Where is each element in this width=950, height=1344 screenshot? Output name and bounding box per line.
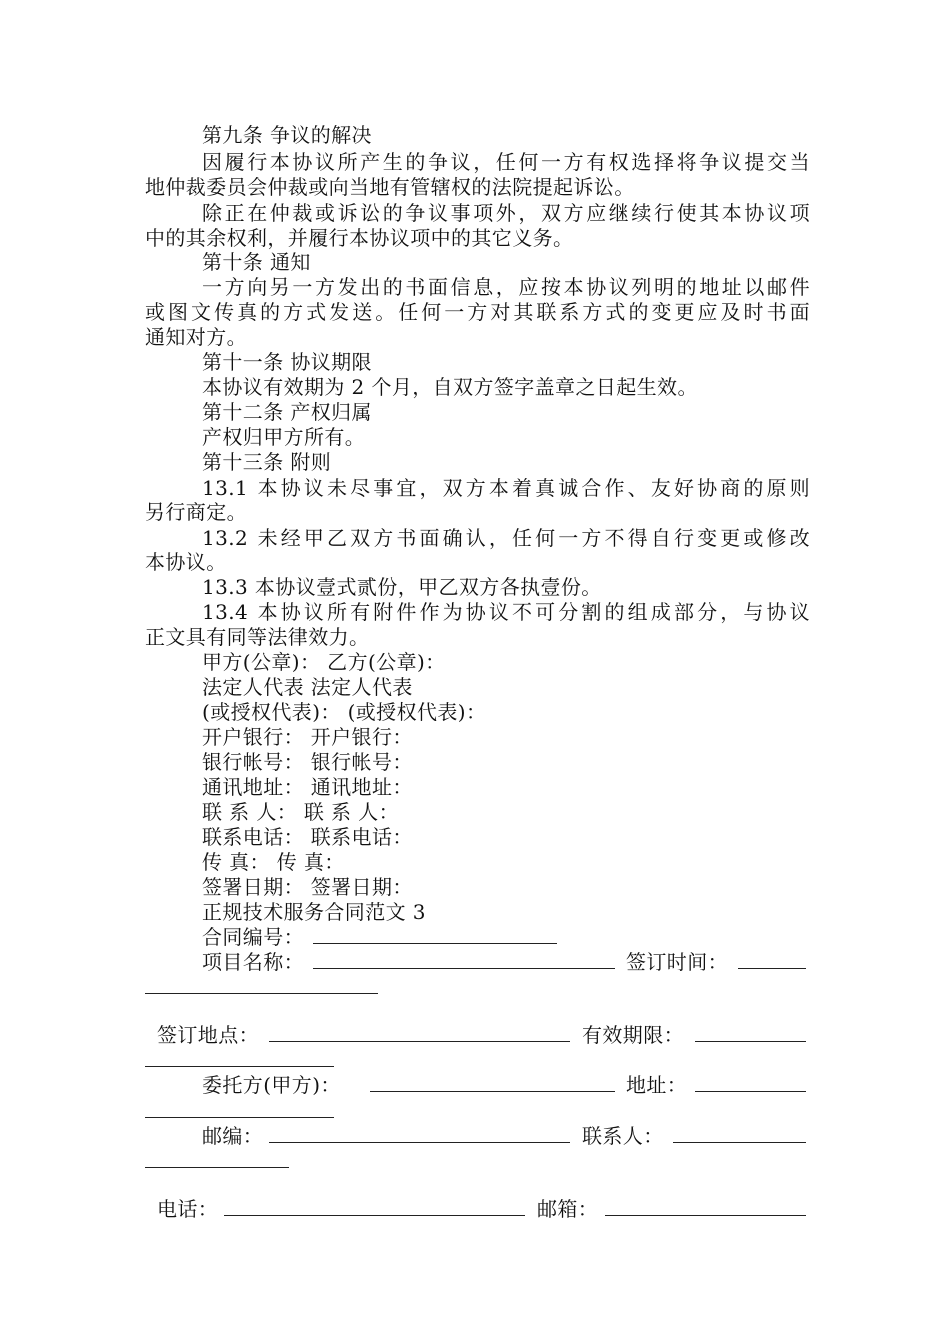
article-10-line-2: 或图文传真的方式发送。任何一方对其联系方式的变更应及时书面 bbox=[145, 300, 810, 324]
project-name-field[interactable] bbox=[313, 968, 615, 969]
clause-13-4-line-1: 13.4 本协议所有附件作为协议不可分割的组成部分，与协议 bbox=[202, 600, 810, 624]
signature-fax: 传 真： 传 真： bbox=[202, 850, 345, 874]
postcode-label: 邮编： bbox=[202, 1124, 264, 1148]
sign-time-field[interactable] bbox=[738, 968, 806, 969]
signature-address: 通讯地址： 通讯地址： bbox=[202, 775, 413, 799]
contact-person-field-continued[interactable] bbox=[145, 1167, 289, 1168]
signature-seal: 甲方(公章)： 乙方(公章)： bbox=[202, 650, 446, 674]
contract-number-label: 合同编号： bbox=[202, 925, 304, 949]
client-label: 委托方(甲方)： bbox=[202, 1073, 341, 1097]
project-name-label: 项目名称： bbox=[202, 950, 304, 974]
article-11-line-1: 本协议有效期为 2 个月，自双方签字盖章之日起生效。 bbox=[202, 375, 698, 399]
article-10-heading: 第十条 通知 bbox=[202, 250, 311, 274]
clause-13-3-line-1: 13.3 本协议壹式贰份，甲乙双方各执壹份。 bbox=[202, 575, 602, 599]
sign-place-label: 签订地点： bbox=[157, 1023, 259, 1047]
email-label: 邮箱： bbox=[537, 1197, 599, 1221]
contact-person-field[interactable] bbox=[673, 1142, 806, 1143]
article-12-heading: 第十二条 产权归属 bbox=[202, 400, 372, 424]
telephone-label: 电话： bbox=[157, 1197, 219, 1221]
address-field[interactable] bbox=[695, 1091, 806, 1092]
signature-phone: 联系电话： 联系电话： bbox=[202, 825, 413, 849]
sign-time-label: 签订时间： bbox=[626, 950, 728, 974]
clause-13-4-line-2: 正文具有同等法律效力。 bbox=[145, 625, 370, 649]
address-field-continued[interactable] bbox=[145, 1117, 334, 1118]
telephone-field[interactable] bbox=[224, 1215, 525, 1216]
sign-place-field[interactable] bbox=[269, 1041, 570, 1042]
article-9-paragraph-1-line-2: 地仲裁委员会仲裁或向当地有管辖权的法院提起诉讼。 bbox=[145, 175, 635, 199]
clause-13-2-line-2: 本协议。 bbox=[145, 550, 227, 574]
signature-date: 签署日期： 签署日期： bbox=[202, 875, 413, 899]
signature-bank: 开户银行： 开户银行： bbox=[202, 725, 413, 749]
clause-13-1-line-2: 另行商定。 bbox=[145, 500, 247, 524]
signature-legal-rep: 法定人代表 法定人代表 bbox=[202, 675, 413, 699]
valid-period-field-continued[interactable] bbox=[145, 1066, 334, 1067]
article-9-paragraph-2-line-2: 中的其余权利，并履行本协议项中的其它义务。 bbox=[145, 226, 574, 250]
clause-13-2-line-1: 13.2 未经甲乙双方书面确认，任何一方不得自行变更或修改 bbox=[202, 526, 810, 550]
contract-number-field[interactable] bbox=[313, 943, 557, 944]
signature-account: 银行帐号： 银行帐号： bbox=[202, 750, 413, 774]
article-10-line-3: 通知对方。 bbox=[145, 325, 247, 349]
article-9-heading: 第九条 争议的解决 bbox=[202, 123, 372, 147]
client-field[interactable] bbox=[370, 1091, 615, 1092]
article-10-line-1: 一方向另一方发出的书面信息，应按本协议列明的地址以邮件 bbox=[202, 275, 810, 299]
clause-13-1-line-1: 13.1 本协议未尽事宜，双方本着真诚合作、友好协商的原则 bbox=[202, 476, 810, 500]
article-12-line-1: 产权归甲方所有。 bbox=[202, 425, 366, 449]
postcode-field[interactable] bbox=[269, 1142, 570, 1143]
article-9-paragraph-1-line-1: 因履行本协议所产生的争议，任何一方有权选择将争议提交当 bbox=[202, 150, 810, 174]
article-9-paragraph-2-line-1: 除正在仲裁或诉讼的争议事项外，双方应继续行使其本协议项 bbox=[202, 201, 810, 225]
contact-person-label: 联系人： bbox=[582, 1124, 664, 1148]
form-title: 正规技术服务合同范文 3 bbox=[202, 900, 426, 924]
email-field[interactable] bbox=[605, 1215, 806, 1216]
valid-period-label: 有效期限： bbox=[582, 1023, 684, 1047]
signature-contact: 联 系 人： 联 系 人： bbox=[202, 800, 399, 824]
article-11-heading: 第十一条 协议期限 bbox=[202, 350, 372, 374]
valid-period-field[interactable] bbox=[695, 1041, 806, 1042]
sign-time-field-continued[interactable] bbox=[145, 993, 378, 994]
article-13-heading: 第十三条 附则 bbox=[202, 450, 332, 474]
signature-authorized-rep: (或授权代表)： (或授权代表)： bbox=[202, 700, 487, 724]
address-label: 地址： bbox=[626, 1073, 688, 1097]
